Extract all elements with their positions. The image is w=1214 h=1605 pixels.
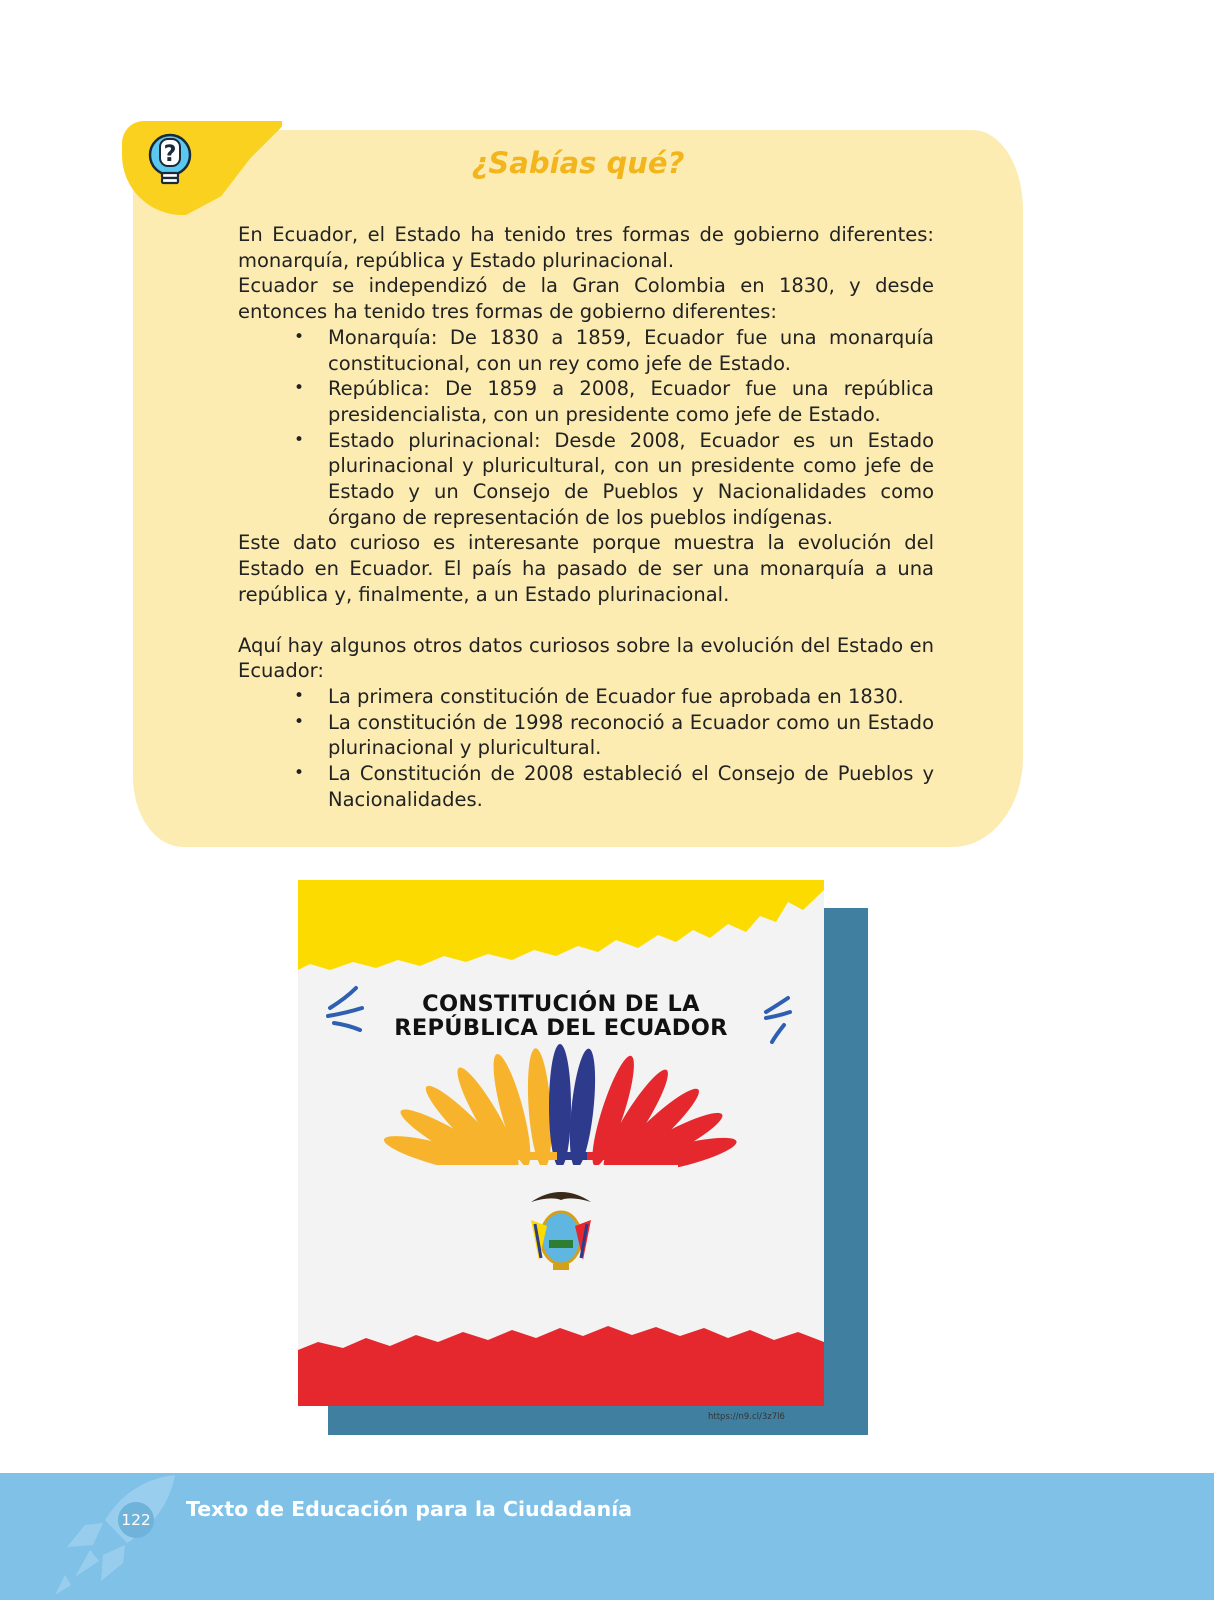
footer-title: Texto de Educación para la Ciudadanía — [186, 1497, 633, 1521]
list-item: • La Constitución de 2008 estableció el Consejo de Pueblos y Nacionalidades. — [328, 761, 934, 812]
facts-list — [238, 684, 934, 813]
list-item: • Estado plurinacional: Desde 2008, Ecuador es un Estado plurinacional y pluricultural, con un presidente como jefe de Estado y un Consejo de Pueblos y Nacionalidades como órgano de representación de los pueblos indígenas. — [328, 428, 934, 531]
page-number: 122 — [118, 1502, 154, 1538]
image-source-link[interactable]: https://n9.cl/3z7l6 — [708, 1412, 785, 1422]
list-item: • República: De 1859 a 2008, Ecuador fue una república presidencialista, con un presidente como jefe de Estado. — [328, 376, 934, 427]
more-facts-intro: Aquí hay algunos otros datos curiosos sobre la evolución del Estado en Ecuador: — [238, 633, 934, 683]
coat-of-arms-icon — [531, 1192, 591, 1270]
constitution-image — [298, 880, 824, 1406]
government-forms-list — [238, 325, 934, 531]
intro-paragraph-2: Ecuador se independizó de la Gran Colombia en 1830, y desde entonces ha tenido tres formas de gobierno diferentes: — [238, 274, 934, 324]
tricolor-fan-icon — [381, 1044, 739, 1180]
conclusion-paragraph: Este dato curioso es interesante porque muestra la evolución del Estado en Ecuador. El país ha pasado de ser una monarquía a una república y, finalmente, a un Estado plurinacional. — [238, 531, 934, 606]
card-title: CONSTITUCIÓN DE LA REPÚBLICA DEL ECUADOR — [394, 991, 728, 1041]
svg-text:?: ? — [163, 142, 177, 167]
list-item: • Monarquía: De 1830 a 1859, Ecuador fue una monarquía constitucional, con un rey como jefe de Estado. — [328, 325, 934, 376]
info-box-title: ¿Sabías qué? — [471, 146, 685, 180]
info-box-body — [238, 222, 934, 812]
list-item: • La constitución de 1998 reconoció a Ecuador como un Estado plurinacional y pluricultural. — [328, 710, 934, 761]
rocket-icon — [45, 1465, 185, 1605]
intro-paragraph: En Ecuador, el Estado ha tenido tres formas de gobierno diferentes: monarquía, república y Estado plurinacional. — [238, 223, 934, 272]
list-item: • La primera constitución de Ecuador fue aprobada en 1830. — [328, 684, 934, 710]
constitution-artwork — [298, 880, 824, 1406]
